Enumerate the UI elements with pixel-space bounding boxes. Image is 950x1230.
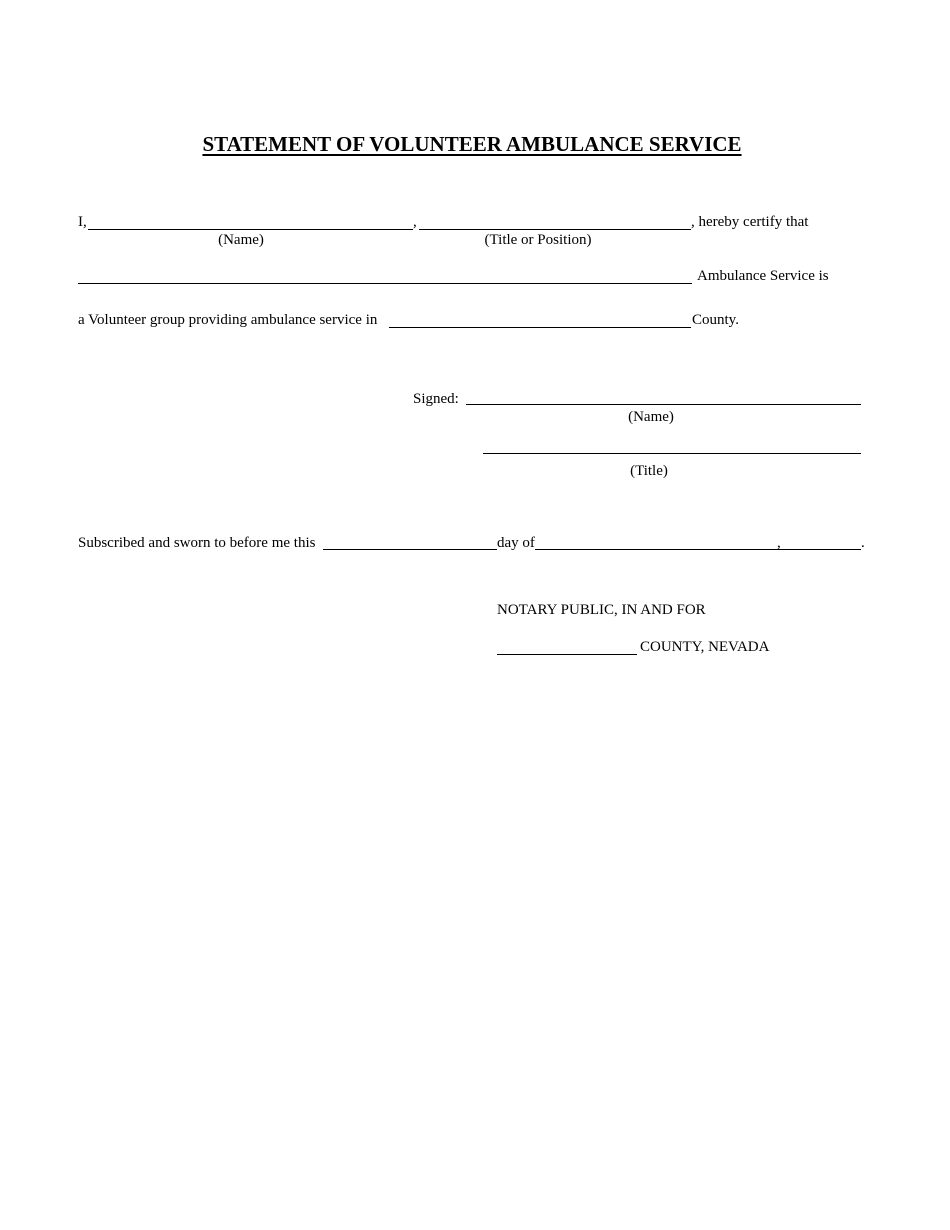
signature-title-field[interactable] — [483, 453, 861, 454]
name-field[interactable] — [88, 229, 413, 230]
notary-county-field[interactable] — [497, 654, 637, 655]
county-field[interactable] — [389, 327, 691, 328]
volunteer-suffix: County. — [692, 312, 739, 328]
sworn-period: . — [861, 535, 865, 551]
sworn-month-year-field[interactable] — [535, 549, 861, 550]
ambulance-service-name-field[interactable] — [78, 283, 692, 284]
name-caption: (Name) — [218, 232, 264, 248]
sworn-prefix: Subscribed and sworn to before me this — [78, 535, 316, 551]
title-position-field[interactable] — [419, 229, 691, 230]
document-title: STATEMENT OF VOLUNTEER AMBULANCE SERVICE — [202, 132, 742, 156]
signature-name-field[interactable] — [466, 404, 861, 405]
sworn-day-field[interactable] — [323, 549, 497, 550]
certify-suffix: , hereby certify that — [691, 214, 809, 230]
sworn-comma: , — [777, 535, 781, 551]
certify-prefix: I, — [78, 214, 87, 230]
notary-public-label: NOTARY PUBLIC, IN AND FOR — [497, 602, 706, 618]
notary-county-label: COUNTY, NEVADA — [640, 639, 770, 655]
signed-label: Signed: — [413, 391, 459, 407]
volunteer-prefix: a Volunteer group providing ambulance service in — [78, 312, 378, 328]
certify-comma: , — [413, 214, 417, 230]
signature-name-caption: (Name) — [628, 409, 674, 425]
signature-title-caption: (Title) — [630, 463, 668, 479]
title-position-caption: (Title or Position) — [484, 232, 592, 248]
ambulance-service-suffix: Ambulance Service is — [697, 268, 829, 284]
sworn-day-of: day of — [497, 535, 535, 551]
